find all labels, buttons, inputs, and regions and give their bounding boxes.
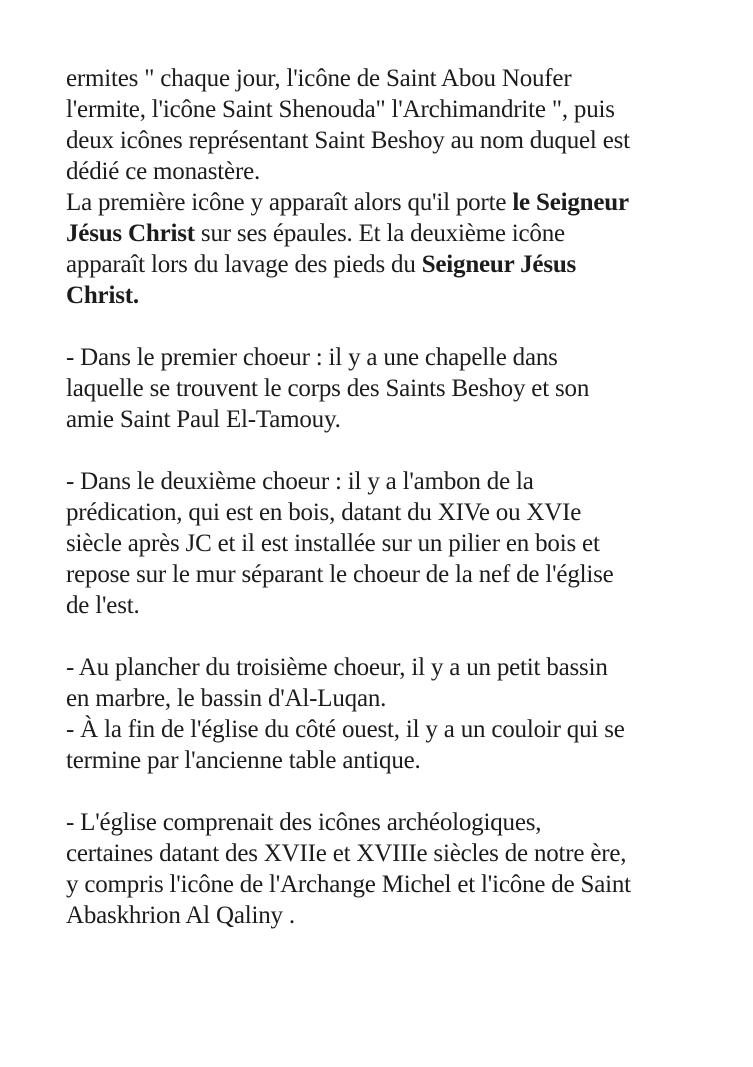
text-line: - Dans le premier choeur : il y a une chapelle dans	[66, 344, 558, 371]
text-line	[66, 187, 716, 218]
paragraph-spacer	[66, 311, 716, 342]
text-line: en marbre, le bassin d'Al-Luqan.	[66, 685, 387, 712]
bold-text: Jésus Christ	[66, 220, 195, 247]
paragraph-first-choir	[66, 342, 716, 435]
bold-text: le Seigneur	[512, 189, 629, 216]
paragraph-icons-intro	[66, 63, 716, 187]
text-line: - L'église comprenait des icônes archéologiques,	[66, 809, 542, 836]
text-line: l'ermite, l'icône Saint Shenouda" l'Archimandrite ", puis	[66, 96, 615, 123]
text-line: - Dans le deuxième choeur : il y a l'ambon de la	[66, 468, 534, 495]
text-run: La première icône y apparaît alors qu'il porte	[66, 189, 513, 216]
paragraph-spacer	[66, 435, 716, 466]
text-line: laquelle se trouvent le corps des Saints Beshoy et son	[66, 375, 590, 402]
text-run: sur ses épaules. Et la deuxième icône	[194, 220, 565, 247]
paragraph-west-end	[66, 714, 716, 776]
paragraph-third-choir	[66, 652, 716, 714]
text-line: termine par l'ancienne table antique.	[66, 747, 421, 774]
bold-text: Seigneur Jésus	[421, 251, 577, 278]
text-line: ermites " chaque jour, l'icône de Saint Abou Noufer	[66, 65, 572, 92]
paragraph-archaeological-icons	[66, 807, 716, 931]
text-line: prédication, qui est en bois, datant du XIVe ou XVIe	[66, 499, 582, 526]
paragraph-second-choir	[66, 466, 716, 621]
document-body	[66, 63, 716, 931]
text-line: - Au plancher du troisième choeur, il y a un petit bassin	[66, 654, 608, 681]
text-line	[66, 249, 716, 280]
text-line: deux icônes représentant Saint Beshoy au nom duquel est	[66, 127, 630, 154]
paragraph-spacer	[66, 776, 716, 807]
text-line: certaines datant des XVIIe et XVIIIe siècles de notre ère,	[66, 840, 627, 867]
paragraph-spacer	[66, 621, 716, 652]
text-run: apparaît lors du lavage des pieds du	[66, 251, 422, 278]
bold-text: Christ.	[66, 282, 139, 309]
text-line: repose sur le mur séparant le choeur de la nef de l'église	[66, 561, 614, 588]
text-line: Abaskhrion Al Qaliny .	[66, 902, 295, 929]
paragraph-icons-description	[66, 187, 716, 311]
text-line	[66, 218, 716, 249]
text-line: dédié ce monastère.	[66, 158, 261, 185]
text-line: y compris l'icône de l'Archange Michel et l'icône de Saint	[66, 871, 631, 898]
text-line: amie Saint Paul El-Tamouy.	[66, 406, 341, 433]
text-line: siècle après JC et il est installée sur un pilier en bois et	[66, 530, 600, 557]
text-line: - À la fin de l'église du côté ouest, il y a un couloir qui se	[66, 716, 625, 743]
text-line: de l'est.	[66, 592, 140, 619]
text-line	[66, 280, 716, 311]
